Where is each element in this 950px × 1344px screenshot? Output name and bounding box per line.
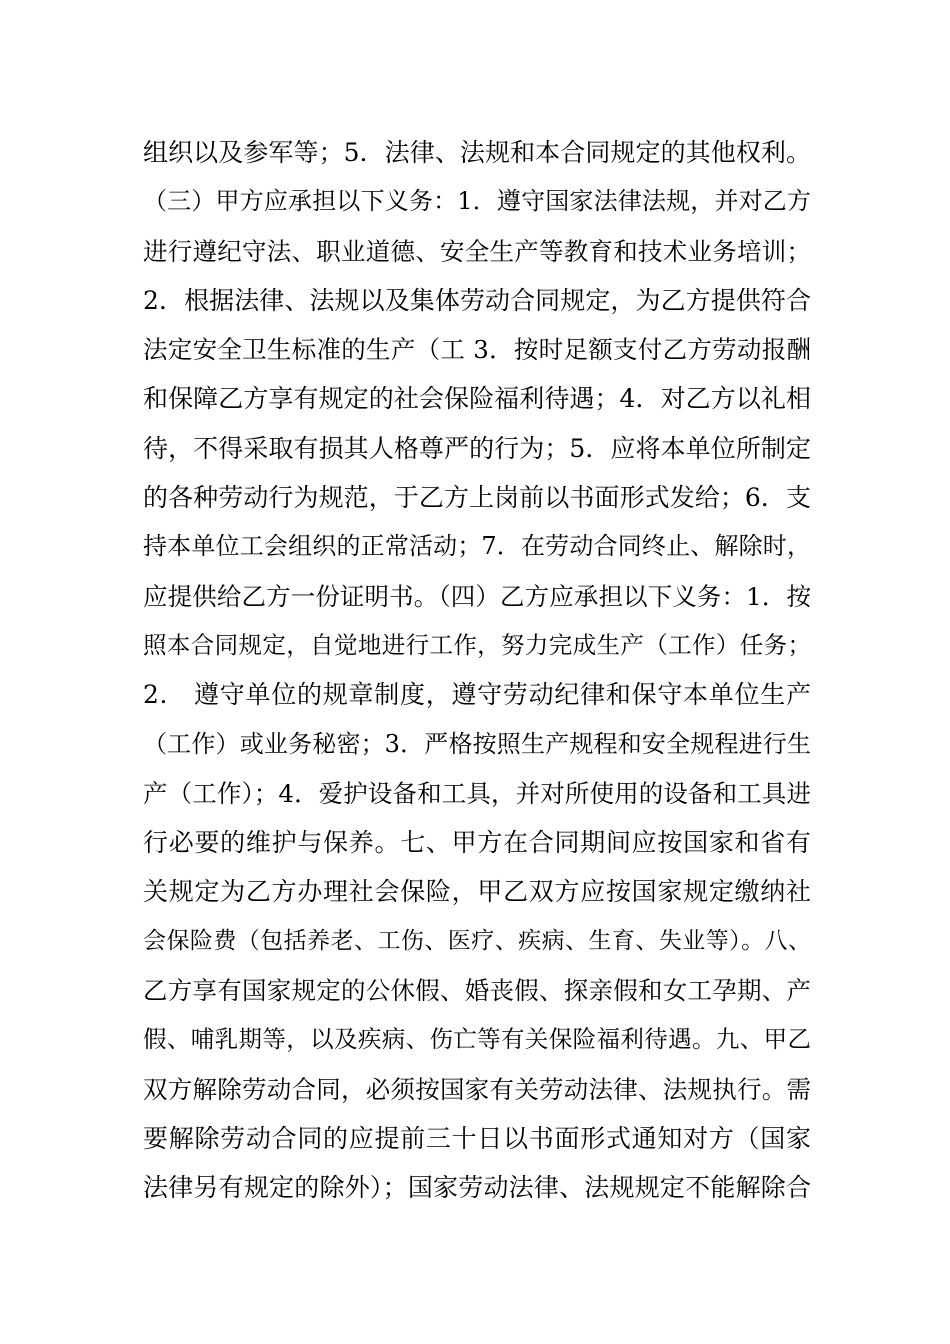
text-line: （工作）或业务秘密；3．严格按照生产规程和安全规程进行生 — [143, 729, 811, 758]
text-line: 乙方享有国家规定的公休假、婚丧假、探亲假和女工孕期、产 — [143, 976, 811, 1006]
text-line: 2． 遵守单位的规章制度，遵守劳动纪律和保守本单位生产 — [143, 680, 811, 710]
contract-text-body — [143, 128, 811, 1213]
text-line: 持本单位工会组织的正常活动；7．在劳动合同终止、解除时， — [143, 532, 811, 561]
text-line: 的各种劳动行为规范，于乙方上岗前以书面形式发给；6．支 — [143, 483, 811, 513]
text-line: 应提供给乙方一份证明书。（四）乙方应承担以下义务：1．按 — [143, 581, 811, 611]
text-line: 待，不得采取有损其人格尊严的行为；5．应将本单位所制定 — [143, 433, 811, 463]
text-line: 行必要的维护与保养。七、甲方在合同期间应按国家和省有 — [143, 828, 811, 858]
text-line: 会保险费（包括养老、工伤、医疗、疾病、生育、失业等）。八、 — [143, 927, 811, 954]
text-line: 双方解除劳动合同，必须按国家有关劳动法律、法规执行。需 — [143, 1074, 811, 1104]
text-line: （三）甲方应承担以下义务：1．遵守国家法律法规，并对乙方 — [143, 187, 811, 216]
text-line: 关规定为乙方办理社会保险，甲乙双方应按国家规定缴纳社 — [143, 877, 811, 907]
text-line: 要解除劳动合同的应提前三十日以书面形式通知对方（国家 — [143, 1123, 811, 1153]
text-line: 和保障乙方享有规定的社会保险福利待遇；4．对乙方以礼相 — [143, 384, 811, 414]
text-line: 法律另有规定的除外）；国家劳动法律、法规规定不能解除合 — [143, 1173, 811, 1203]
text-line: 假、哺乳期等，以及疾病、伤亡等有关保险福利待遇。九、甲乙 — [143, 1025, 811, 1054]
text-line: 照本合同规定，自觉地进行工作，努力完成生产（工作）任务； — [143, 630, 811, 659]
text-line: 2．根据法律、法规以及集体劳动合同规定，为乙方提供符合 — [143, 285, 811, 315]
text-line: 法定安全卫生标准的生产（工 3．按时足额支付乙方劳动报酬 — [143, 335, 811, 365]
text-line: 组织以及参军等；5．法律、法规和本合同规定的其他权利。 — [143, 138, 811, 167]
text-line: 进行遵纪守法、职业道德、安全生产等教育和技术业务培训； — [143, 236, 811, 266]
text-line: 产（工作）；4．爱护设备和工具，并对所使用的设备和工具进 — [143, 778, 811, 808]
